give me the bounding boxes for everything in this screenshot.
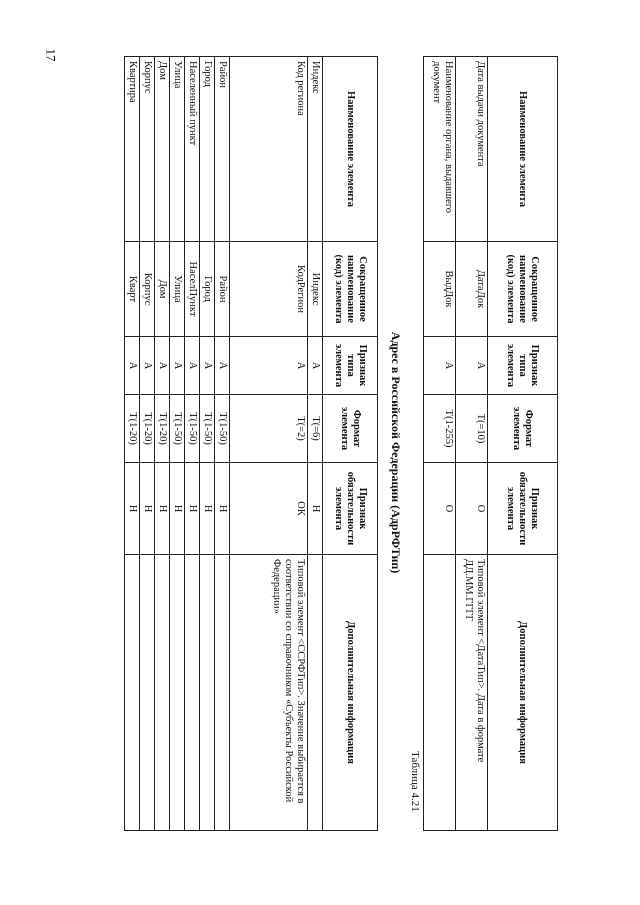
- table-cell: [200, 555, 215, 831]
- table-cell: Н: [140, 463, 155, 555]
- table-1-header-cell: Признак обязательности элемента: [488, 463, 558, 555]
- table-cell: T(1-255): [424, 395, 456, 463]
- table-1: [423, 56, 558, 831]
- table-row: [185, 57, 200, 831]
- table-cell: ВыдДок: [424, 242, 456, 337]
- table-cell: T(1-50): [170, 395, 185, 463]
- table-cell: А: [200, 337, 215, 395]
- table-2-header-cell: Сокращенное наименование (код) элемента: [323, 242, 378, 337]
- table-cell: Улица: [170, 57, 185, 242]
- table-cell: [155, 555, 170, 831]
- table-cell: T(1-50): [185, 395, 200, 463]
- table-row: [170, 57, 185, 831]
- table-row: [125, 57, 140, 831]
- table-cell: А: [308, 337, 323, 395]
- table-cell: [125, 555, 140, 831]
- table-cell: А: [140, 337, 155, 395]
- table-1-header-cell: Сокращенное наименование (код) элемента: [488, 242, 558, 337]
- table-cell: Индекс: [308, 242, 323, 337]
- table-cell: Типовой элемент <ССРФТип>. Значение выбирается в соответствии со справочником «Субъекты Российской Федерации»: [230, 555, 308, 831]
- table-cell: ДатаДок: [456, 242, 488, 337]
- page-number: 17: [43, 48, 59, 62]
- table-row: [155, 57, 170, 831]
- table-cell: Корпус: [140, 57, 155, 242]
- table-cell: Дом: [155, 57, 170, 242]
- table-1-header-cell: Признак типа элемента: [488, 337, 558, 395]
- table-cell: Индекс: [308, 57, 323, 242]
- table-row: [230, 57, 308, 831]
- table-1-header-cell: Наименование элемента: [488, 57, 558, 242]
- table-cell: [185, 555, 200, 831]
- table-cell: [424, 555, 456, 831]
- table-cell: Н: [125, 463, 140, 555]
- table-row: [215, 57, 230, 831]
- table-cell: Квартира: [125, 57, 140, 242]
- table-cell: [308, 555, 323, 831]
- table-cell: А: [155, 337, 170, 395]
- table-cell: Улица: [170, 242, 185, 337]
- table-cell: Наименование органа, выдавшего документ: [424, 57, 456, 242]
- table-row: [424, 57, 456, 831]
- table-1-header-cell: Формат элемента: [488, 395, 558, 463]
- table-cell: А: [125, 337, 140, 395]
- table-cell: Дата выдачи документа: [456, 57, 488, 242]
- table-row: [456, 57, 488, 831]
- table-2-header-cell: Наименование элемента: [323, 57, 378, 242]
- table-cell: T(=10): [456, 395, 488, 463]
- table-row: [308, 57, 323, 831]
- table-2-header-cell: Дополнительная информация: [323, 555, 378, 831]
- table-cell: НаселПункт: [185, 242, 200, 337]
- table-cell: А: [424, 337, 456, 395]
- table-cell: Кварт: [125, 242, 140, 337]
- table-2: [124, 56, 378, 831]
- table-cell: T(=2): [230, 395, 308, 463]
- table-2-header-cell: Признак типа элемента: [323, 337, 378, 395]
- table-cell: Код региона: [230, 57, 308, 242]
- table-cell: КодРегион: [230, 242, 308, 337]
- table-cell: А: [170, 337, 185, 395]
- table-cell: Дом: [155, 242, 170, 337]
- table-1-header-row: [488, 57, 558, 831]
- table-cell: Типовой элемент <ДатаТип>. Дата в формате ДД.ММ.ГГГГ: [456, 555, 488, 831]
- table-cell: [140, 555, 155, 831]
- table-cell: Н: [215, 463, 230, 555]
- table-cell: Район: [215, 57, 230, 242]
- table-2-header-cell: Признак обязательности элемента: [323, 463, 378, 555]
- table-cell: Город: [200, 57, 215, 242]
- table-cell: О: [424, 463, 456, 555]
- table-cell: T(1-20): [125, 395, 140, 463]
- table-cell: T(1-20): [155, 395, 170, 463]
- table-cell: T(1-50): [215, 395, 230, 463]
- table-cell: T(=6): [308, 395, 323, 463]
- table-cell: А: [215, 337, 230, 395]
- table-1-header-cell: Дополнительная информация: [488, 555, 558, 831]
- table-cell: Н: [308, 463, 323, 555]
- table-row: [140, 57, 155, 831]
- table-cell: Район: [215, 242, 230, 337]
- table-cell: Н: [200, 463, 215, 555]
- table-cell: ОК: [230, 463, 308, 555]
- table-cell: Населенный пункт: [185, 57, 200, 242]
- table-cell: [170, 555, 185, 831]
- table-cell: А: [230, 337, 308, 395]
- table-cell: Н: [170, 463, 185, 555]
- table-2-header-row: [323, 57, 378, 831]
- table-cell: А: [456, 337, 488, 395]
- table-title: Адрес в Российской Федерации (АдрРФТип): [389, 331, 403, 574]
- table-cell: Н: [185, 463, 200, 555]
- table-2-header-cell: Формат элемента: [323, 395, 378, 463]
- table-cell: Н: [155, 463, 170, 555]
- table-cell: T(1-50): [200, 395, 215, 463]
- table-row: [200, 57, 215, 831]
- table-cell: Корпус: [140, 242, 155, 337]
- table-caption: Таблица 4.21: [409, 751, 421, 812]
- table-cell: А: [185, 337, 200, 395]
- table-cell: О: [456, 463, 488, 555]
- table-cell: Город: [200, 242, 215, 337]
- table-cell: [215, 555, 230, 831]
- table-cell: T(1-20): [140, 395, 155, 463]
